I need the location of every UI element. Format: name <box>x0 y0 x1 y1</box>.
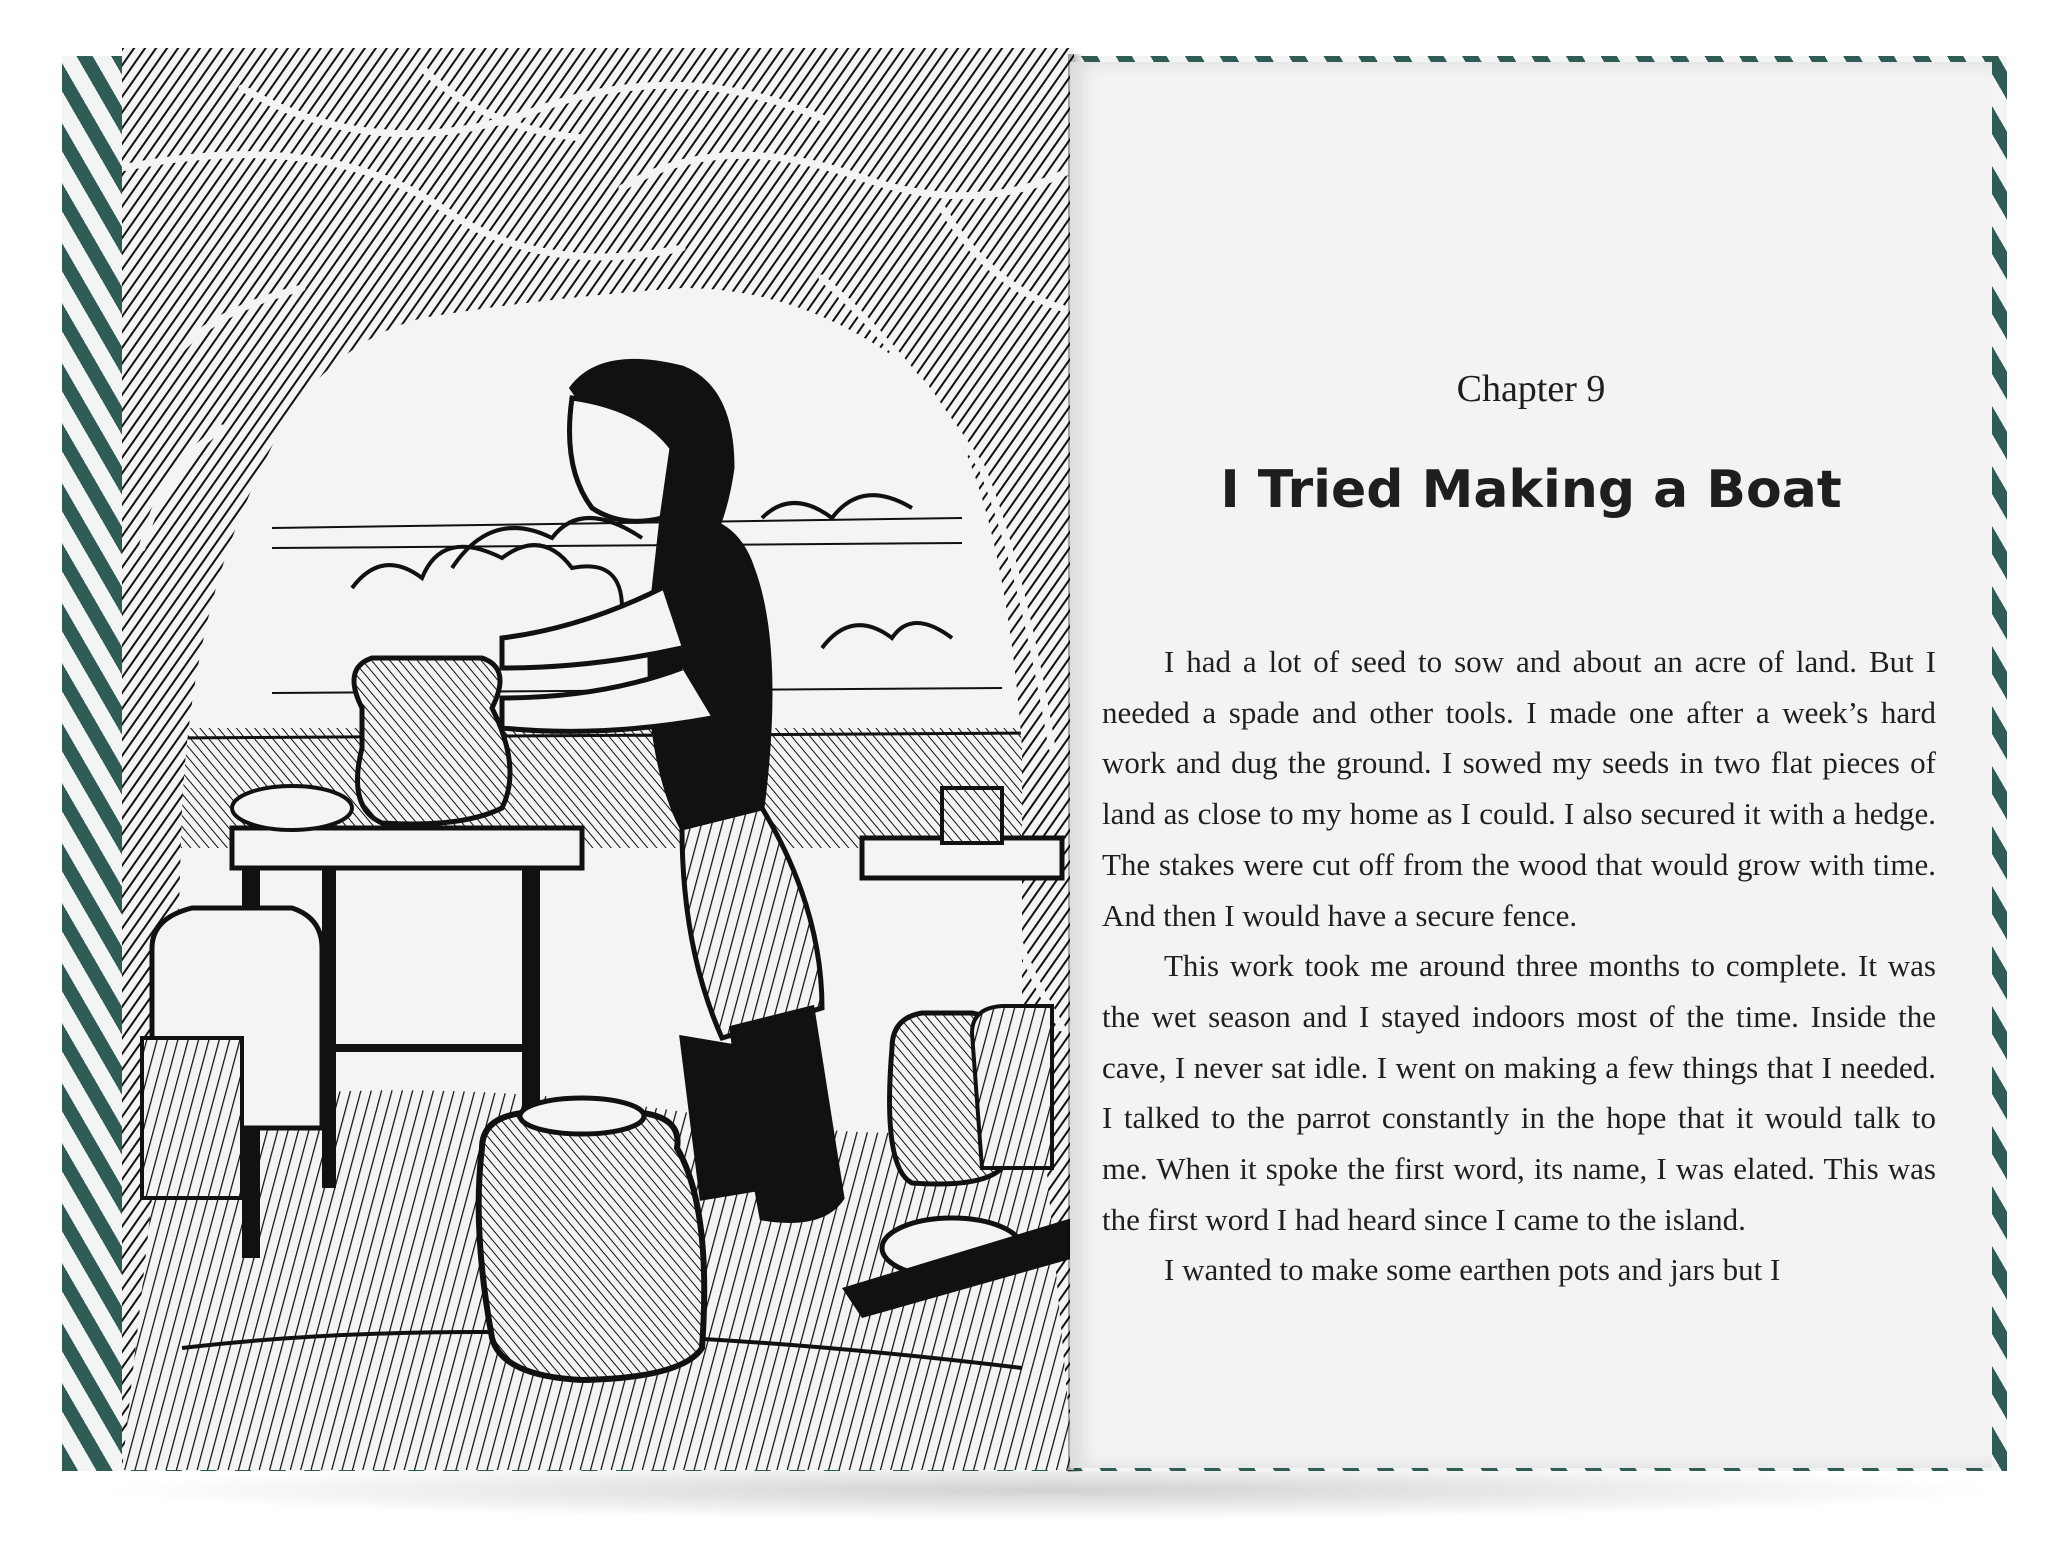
paragraph: I wanted to make some earthen pots and jars but I <box>1164 1252 1781 1288</box>
illustration-cave-potter <box>122 48 1074 1470</box>
chapter-title: I Tried Making a Boat <box>1220 460 1842 520</box>
text-page <box>1070 62 1992 1468</box>
chapter-label: Chapter 9 <box>1456 368 1606 410</box>
chapter-body <box>1102 637 1936 1296</box>
paragraph: This work took me around three months to complete. It was the wet season and I stayed indoors most of the time. Inside the cave, I never sat idle. I went on making a few things that I needed. I talked to the parrot constantly in the hope that it would talk to me. When it spoke the first word, its name, I was elated. This was the first word I had heard since I came to the island. <box>1102 948 1936 1237</box>
paragraph: I had a lot of seed to sow and about an acre of land. But I needed a spade and other tools. I made one after a week’s hard work and dug the ground. I sowed my seeds in two flat pieces of land as close to my home as I could. I also secured it with a hedge. The stakes were cut off from the wood that would grow with time. And then I would have a secure fence. <box>1102 644 1936 933</box>
illustration-page <box>122 48 1074 1470</box>
